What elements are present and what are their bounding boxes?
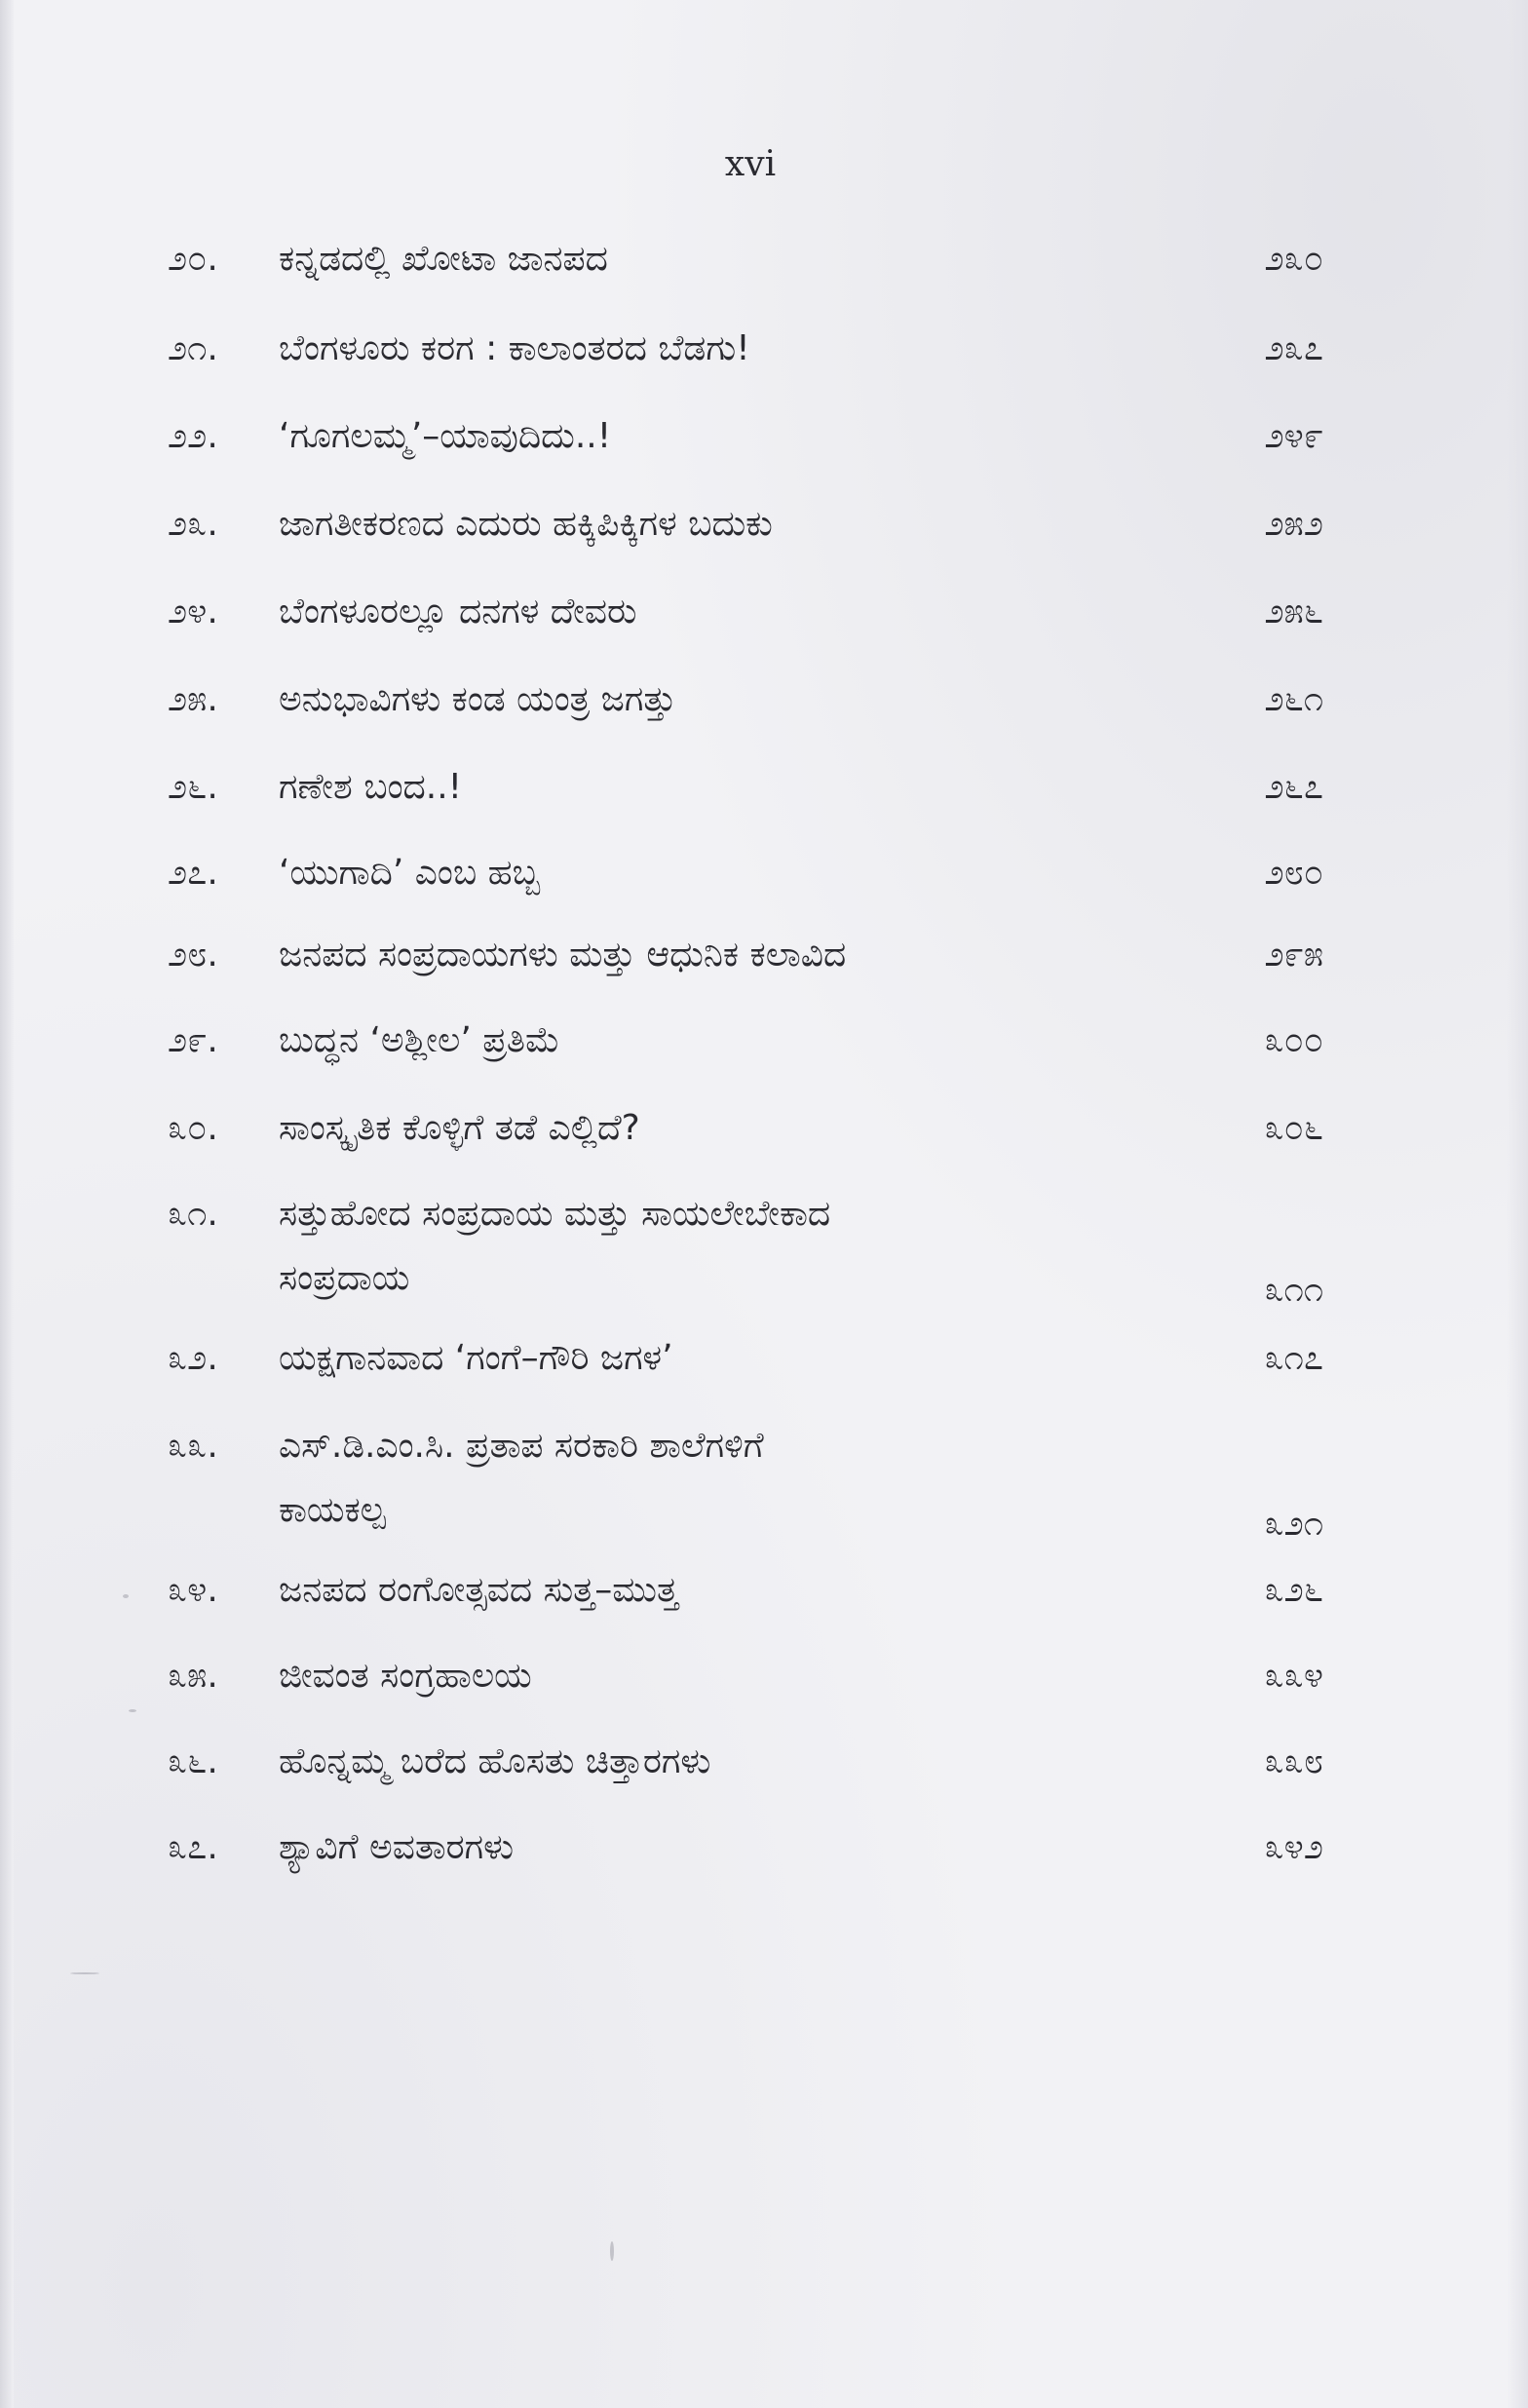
toc-entry-title: ಹೊನ್ನಮ್ಮ ಬರೆದ ಹೊಸತು ಚಿತ್ತಾರಗಳು [279,1741,711,1781]
toc-entry-number: ೨೭. [168,853,218,893]
toc-entry-number: ೩೪. [168,1570,218,1610]
toc-entry-number: ೨೯. [168,1020,218,1060]
toc-entry-number: ೨೦. [168,239,218,279]
toc-entry-page: ೨೫೬ [1264,592,1323,631]
toc-entry-title: ಜೀವಂತ ಸಂಗ್ರಹಾಲಯ [279,1656,532,1696]
paper-speck [123,1594,129,1598]
toc-entry-number: ೨೨. [168,416,218,456]
toc-entry-number: ೩೩. [168,1426,218,1466]
toc-entry-page: ೨೬೧ [1264,679,1323,719]
toc-entry-page: ೨೫೨ [1264,504,1323,544]
toc-entry-title: ‘ಗೂಗಲಮ್ಮ’–ಯಾವುದಿದು..! [279,416,612,456]
toc-entry-title: ಕನ್ನಡದಲ್ಲಿ ಖೋಟಾ ಜಾನಪದ [279,239,608,279]
toc-entry-page: ೩೨೧ [1264,1504,1323,1544]
toc-entry-page: ೨೯೫ [1264,935,1323,975]
toc-entry-page: ೩೩೪ [1264,1656,1323,1696]
toc-entry-number: ೩೬. [168,1741,218,1781]
toc-entry-number: ೨೮. [168,935,218,975]
paper-speck [129,1709,136,1712]
page-left-edge [0,0,14,2408]
toc-entry-page: ೩೧೧ [1264,1270,1323,1310]
toc-entry-page: ೩೨೬ [1264,1570,1323,1610]
toc-entry-page: ೩೦೦ [1264,1020,1323,1060]
paper-speck [70,1972,99,1974]
toc-entry-page: ೩೪೨ [1264,1827,1323,1867]
toc-entry-number: ೨೫. [168,679,218,719]
toc-entry-number: ೨೧. [168,328,218,368]
toc-entry-number: ೩೭. [168,1827,218,1867]
toc-entry-title: ಶ್ಯಾವಿಗೆ ಅವತಾರಗಳು [279,1827,515,1867]
toc-entry-number: ೩೫. [168,1656,218,1696]
toc-entry-title: ಯಕ್ಷಗಾನವಾದ ‘ಗಂಗೆ–ಗೌರಿ ಜಗಳ’ [279,1338,673,1378]
toc-entry-title: ಜನಪದ ರಂಗೋತ್ಸವದ ಸುತ್ತ–ಮುತ್ತ [279,1570,679,1610]
toc-entry-page: ೩೩೮ [1264,1741,1323,1781]
toc-entry-page: ೨೩೭ [1264,328,1323,368]
page-number: xvi [724,144,777,184]
toc-entry-page: ೨೩೦ [1264,239,1323,279]
paper-speck [610,2241,614,2261]
toc-entry-number: ೨೩. [168,504,218,544]
toc-entry-page: ೩೧೭ [1264,1338,1323,1378]
toc-entry-number: ೩೨. [168,1338,218,1378]
toc-entry-title: ಅನುಭಾವಿಗಳು ಕಂಡ ಯಂತ್ರ ಜಗತ್ತು [279,679,676,719]
toc-entry-title: ಸತ್ತುಹೋದ ಸಂಪ್ರದಾಯ ಮತ್ತು ಸಾಯಲೇಬೇಕಾದ ಸಂಪ್ರದಾಯ [279,1194,831,1298]
toc-entry-page: ೨೮೦ [1264,853,1323,893]
toc-entry-number: ೩೧. [168,1194,218,1234]
toc-entry-title: ಬೆಂಗಳೂರು ಕರಗ : ಕಾಲಾಂತರದ ಬೆಡಗು! [279,328,750,368]
toc-entry-title: ಎಸ್.ಡಿ.ಎಂ.ಸಿ. ಪ್ರತಾಪ ಸರಕಾರಿ ಶಾಲೆಗಳಿಗೆ ಕಾಯಕಲ್ಪ [279,1426,764,1530]
toc-entry-title: ಬೆಂಗಳೂರಲ್ಲೂ ದನಗಳ ದೇವರು [279,592,637,631]
toc-entry-title: ಬುದ್ಧನ ‘ಅಶ್ಲೀಲ’ ಪ್ರತಿಮೆ [279,1020,560,1060]
toc-entry-title: ‘ಯುಗಾದಿ’ ಎಂಬ ಹಬ್ಬ [279,853,541,893]
toc-entry-number: ೨೬. [168,767,218,807]
toc-entry-title: ಸಾಂಸ್ಕೃತಿಕ ಕೊಳ್ಳಿಗೆ ತಡೆ ಎಲ್ಲಿದೆ? [279,1108,640,1148]
toc-entry-title: ಗಣೇಶ ಬಂದ..! [279,767,463,807]
toc-entry-page: ೨೬೭ [1264,767,1323,807]
page-right-edge [1507,0,1528,2408]
toc-entry-title: ಜಾಗತೀಕರಣದ ಎದುರು ಹಕ್ಕಿಪಿಕ್ಕಿಗಳ ಬದುಕು [279,504,773,544]
toc-entry-page: ೩೦೬ [1264,1108,1323,1148]
toc-entry-title: ಜನಪದ ಸಂಪ್ರದಾಯಗಳು ಮತ್ತು ಆಧುನಿಕ ಕಲಾವಿದ [279,935,847,975]
toc-entry-number: ೨೪. [168,592,218,631]
toc-entry-page: ೨೪೯ [1264,416,1323,456]
toc-entry-number: ೩೦. [168,1108,218,1148]
